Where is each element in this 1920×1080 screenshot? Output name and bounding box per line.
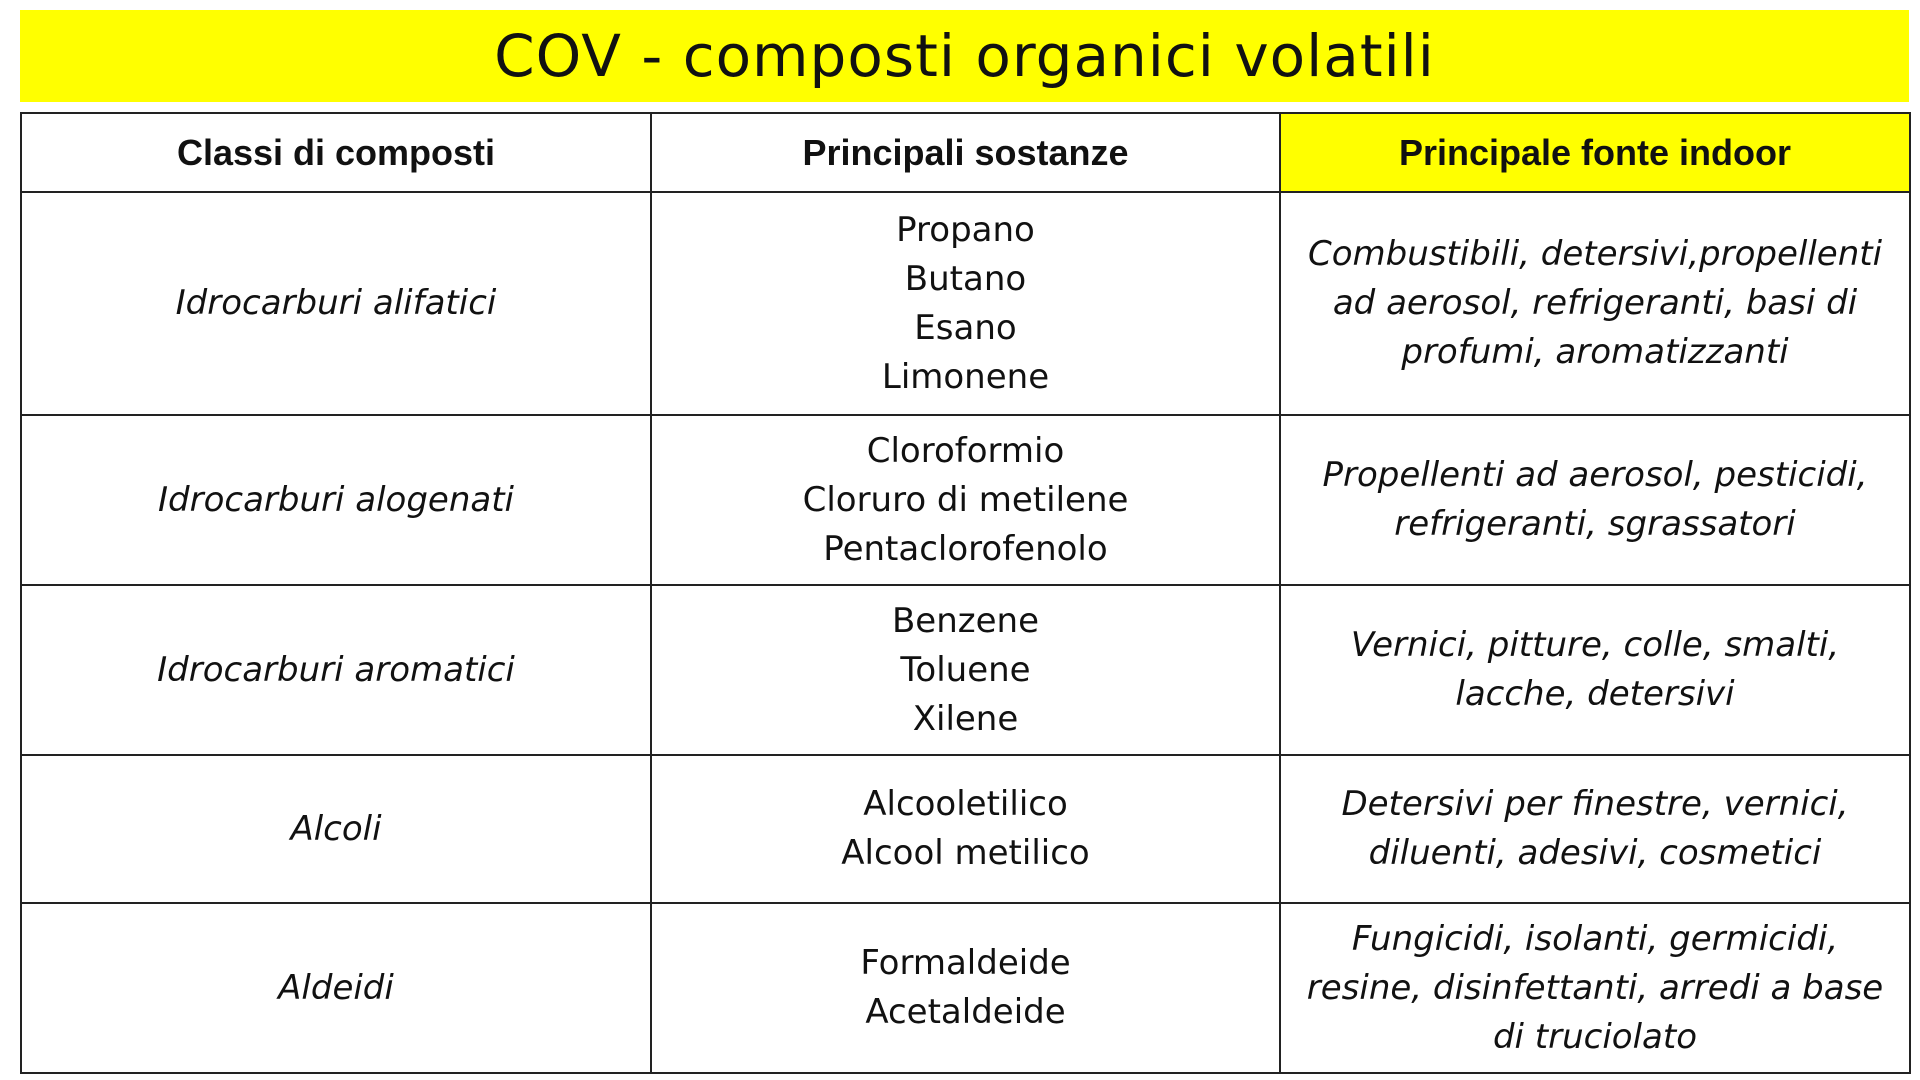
source-line: Propellenti ad aerosol, pesticidi,: [1322, 455, 1868, 495]
class-cell: Aldeidi: [21, 903, 651, 1073]
substances-cell: [651, 585, 1280, 755]
class-cell: Idrocarburi alogenati: [21, 415, 651, 585]
table-row: [21, 415, 1910, 585]
source-cell: [1280, 903, 1910, 1073]
source-line: di truciolato: [1492, 1016, 1698, 1057]
substances-cell: [651, 415, 1280, 585]
header-classes: Classi di composti: [21, 113, 651, 192]
substance-item: Formaldeide: [860, 943, 1071, 983]
header-source: Principale fonte indoor: [1280, 113, 1910, 192]
table-row: [21, 192, 1910, 415]
substance-item: Acetaldeide: [865, 992, 1066, 1032]
substance-item: Xilene: [912, 698, 1019, 739]
substance-item: Cloroformio: [866, 430, 1065, 471]
table-row: [21, 903, 1910, 1073]
substance-item: Pentaclorofenolo: [823, 528, 1108, 569]
substance-item: Alcool metilico: [841, 833, 1090, 873]
class-cell: Idrocarburi alifatici: [21, 192, 651, 415]
source-line: Combustibili, detersivi,propellenti: [1307, 234, 1883, 274]
substance-item: Cloruro di metilene: [802, 479, 1129, 520]
header-substances: Principali sostanze: [651, 113, 1280, 192]
table-row: [21, 755, 1910, 903]
substance-item: Alcooletilico: [863, 784, 1068, 824]
substance-item: Limonene: [881, 356, 1050, 397]
substance-item: Benzene: [891, 600, 1040, 641]
substance-item: Esano: [914, 307, 1017, 348]
header-row: [21, 113, 1910, 192]
source-cell: [1280, 755, 1910, 903]
source-line: profumi, aromatizzanti: [1401, 332, 1789, 372]
cov-table: [20, 112, 1911, 1074]
source-line: ad aerosol, refrigeranti, basi di: [1332, 283, 1858, 323]
source-line: refrigeranti, sgrassatori: [1394, 504, 1796, 544]
source-cell: [1280, 585, 1910, 755]
class-cell: Idrocarburi aromatici: [21, 585, 651, 755]
table-row: [21, 585, 1910, 755]
title-banner: [20, 10, 1909, 102]
source-line: resine, disinfettanti, arredi a base: [1306, 967, 1884, 1008]
substances-cell: [651, 755, 1280, 903]
source-line: Vernici, pitture, colle, smalti,: [1350, 625, 1840, 665]
page-title: COV - composti organici volatili: [494, 22, 1435, 90]
substance-item: Butano: [904, 258, 1027, 299]
substances-cell: [651, 192, 1280, 415]
source-cell: [1280, 415, 1910, 585]
substance-item: Propano: [896, 209, 1035, 250]
substances-cell: [651, 903, 1280, 1073]
source-line: lacche, detersivi: [1455, 674, 1735, 714]
source-cell: [1280, 192, 1910, 415]
substance-item: Toluene: [900, 649, 1031, 690]
class-cell: Alcoli: [21, 755, 651, 903]
source-line: diluenti, adesivi, cosmetici: [1368, 833, 1822, 873]
source-line: Fungicidi, isolanti, germicidi,: [1351, 918, 1839, 959]
source-line: Detersivi per finestre, vernici,: [1341, 784, 1849, 824]
